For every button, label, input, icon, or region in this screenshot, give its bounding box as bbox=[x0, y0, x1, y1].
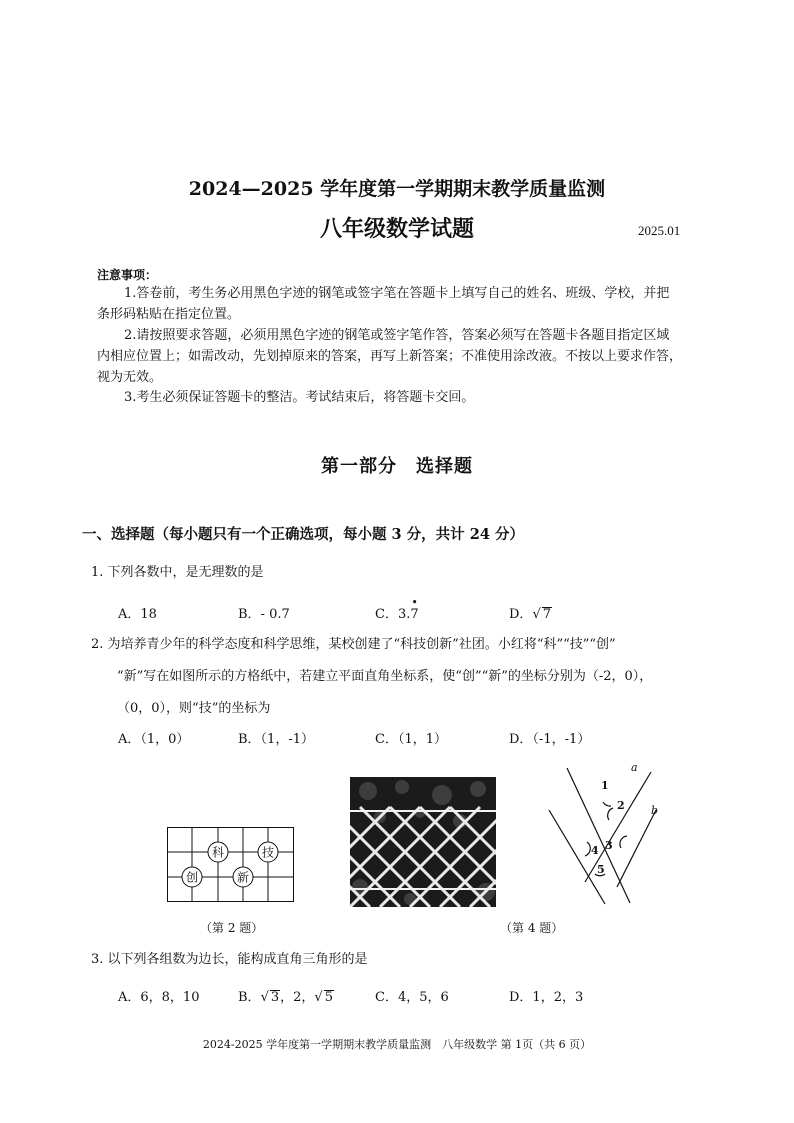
q3-option-b-radicand-1: 3 bbox=[270, 990, 280, 1005]
note-line-2c: 视为无效。 bbox=[97, 370, 163, 385]
q1-option-c bbox=[375, 603, 419, 622]
angle-label-1: 1 bbox=[601, 779, 609, 792]
fence-photo bbox=[350, 777, 496, 907]
q2-option-c: C．（1，1） bbox=[375, 732, 447, 747]
part-title: 第一部分 选择题 bbox=[321, 456, 473, 477]
transversal-right bbox=[549, 810, 605, 904]
q3-option-a: A．6，8，10 bbox=[118, 990, 200, 1005]
coordinate-grid-figure bbox=[167, 827, 295, 903]
q1-option-b: B．- 0.7 bbox=[238, 607, 290, 622]
caption-q4: （第 4 题） bbox=[500, 921, 564, 935]
exam-title: 2024—2025 学年度第一学期期末教学质量监测 bbox=[188, 178, 606, 200]
exam-subtitle: 八年级数学试题 bbox=[319, 216, 474, 242]
q2-option-b: B．（1，-1） bbox=[238, 732, 314, 747]
grid-char-chuang: 创 bbox=[185, 870, 199, 885]
note-line-2: 2.请按照要求答题，必须用黑色字迹的钢笔或签字笔作答，答案必须写在答题卡各题目指定区域 bbox=[124, 328, 670, 343]
notes-heading: 注意事项： bbox=[97, 268, 158, 282]
q3-option-b-radicand-2: 5 bbox=[324, 990, 333, 1005]
transversal-left bbox=[567, 768, 630, 903]
line-label-b: b bbox=[651, 804, 659, 817]
line-label-a: a bbox=[631, 762, 638, 774]
q3-option-b bbox=[238, 986, 334, 1005]
question-2-stem-line2: “新”写在如图所示的方格纸中，若建立平面直角坐标系，使“创”“新”的坐标分别为（-2，0）， bbox=[117, 669, 653, 684]
question-2-stem-line1: 2. 为培养青少年的科学态度和科学思维，某校创建了“科技创新”社团。小红将“科”“技”“创” bbox=[91, 637, 616, 652]
angle-label-3: 3 bbox=[605, 839, 613, 852]
grid-char-xin: 新 bbox=[236, 870, 250, 885]
note-line-3: 3.考生必须保证答题卡的整洁。考试结束后，将答题卡交回。 bbox=[124, 390, 475, 405]
sqrt-sign: √ bbox=[314, 990, 323, 1005]
exam-date: 2025.01 bbox=[638, 223, 681, 238]
q2-option-a: A．（1，0） bbox=[118, 732, 190, 747]
q1-option-d-prefix: D． bbox=[509, 607, 533, 622]
angle-label-5: 5 bbox=[597, 863, 605, 876]
angle-label-2: 2 bbox=[617, 799, 625, 812]
parallel-lines-figure bbox=[545, 762, 670, 912]
q1-option-c-repeat-digit: • 7 bbox=[410, 607, 418, 622]
note-line-2b: 内相应位置上；如需改动，先划掉原来的答案，再写上新答案；不准使用涂改液。不按以上要求作答， bbox=[97, 349, 683, 364]
page-footer: 2024-2025 学年度第一学期期末教学质量监测 八年级数学 第 1页（共 6 页） bbox=[202, 1038, 592, 1051]
q1-option-c-prefix: C． bbox=[375, 607, 398, 622]
angle-label-4: 4 bbox=[591, 844, 599, 857]
q1-option-c-value: 3. bbox=[397, 607, 411, 622]
question-2-stem-line3: （0，0），则“技”的坐标为 bbox=[117, 701, 271, 716]
q1-option-d bbox=[509, 603, 552, 622]
note-line-1: 1.答卷前，考生务必用黑色字迹的钢笔或签字笔在答题卡上填写自己的姓名、班级、学校，并把 bbox=[124, 286, 670, 301]
q1-option-d-radicand: 7 bbox=[542, 607, 552, 622]
section-title: 一、选择题（每小题只有一个正确选项，每小题 3 分，共计 24 分） bbox=[82, 526, 524, 543]
grid-char-ji: 技 bbox=[261, 845, 275, 860]
q1-option-a: A．18 bbox=[118, 607, 157, 622]
sqrt-sign: √ bbox=[532, 607, 541, 622]
caption-q2: （第 2 题） bbox=[200, 921, 264, 935]
question-3-stem: 3. 以下列各组数为边长，能构成直角三角形的是 bbox=[91, 952, 368, 967]
q2-option-d: D．（-1，-1） bbox=[509, 732, 591, 747]
q3-option-c: C．4，5，6 bbox=[375, 990, 449, 1005]
sqrt-sign: √ bbox=[260, 990, 269, 1005]
note-line-1b: 条形码粘贴在指定位置。 bbox=[97, 307, 241, 322]
q3-option-d: D．1，2，3 bbox=[509, 990, 584, 1005]
question-1-stem: 1. 下列各数中，是无理数的是 bbox=[91, 565, 264, 580]
line-b bbox=[617, 810, 656, 887]
q3-option-b-prefix: B． bbox=[238, 990, 261, 1005]
q3-option-b-mid: ，2， bbox=[280, 990, 315, 1005]
grid-char-ke: 科 bbox=[211, 845, 225, 860]
